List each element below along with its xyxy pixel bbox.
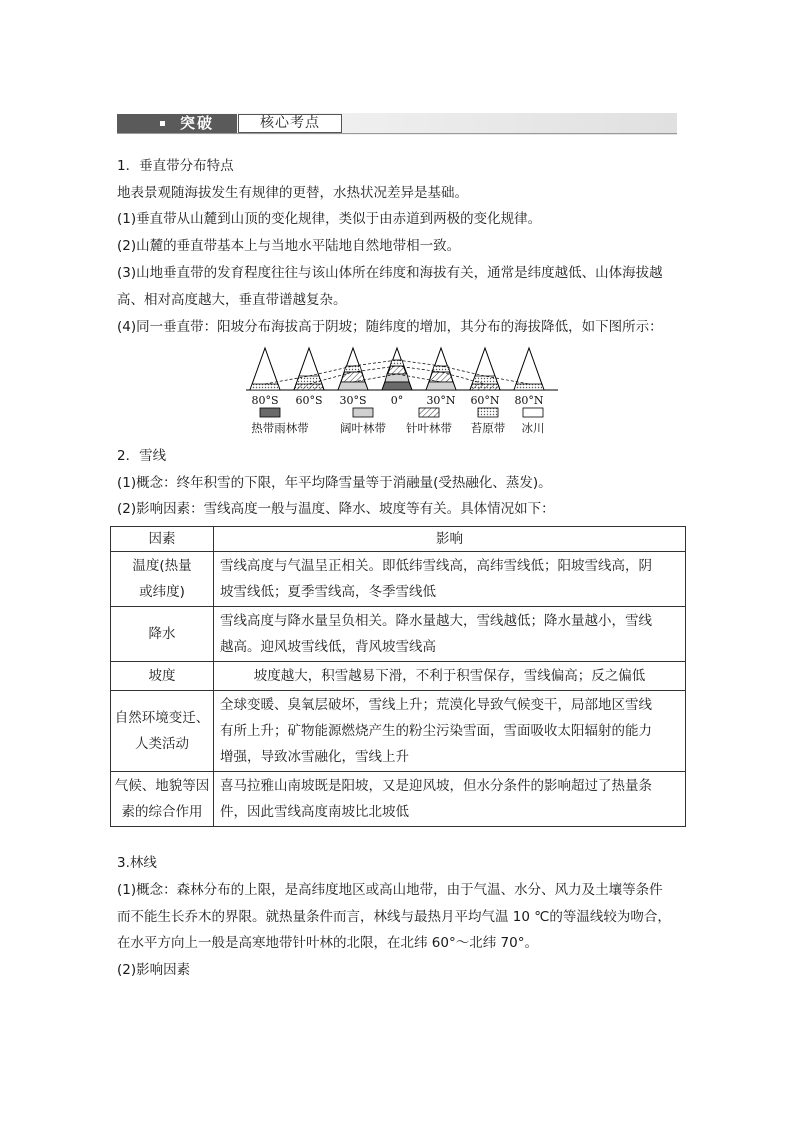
cell-line: 自然环境变迁、 [114,710,210,726]
paragraph: 而不能生长乔木的界限。就热量条件而言，林线与最热月平均气温 10 ℃的等温线较为吻合， [117,909,671,925]
table-header-row [111,527,686,552]
factor-cell [111,772,214,827]
table-row [111,607,686,662]
mountain-80n [514,348,544,390]
cell-line: 气候、地貌等因 [114,778,210,794]
cell-line: 坡雪线低；夏季雪线高，冬季雪线低 [220,584,436,600]
latitude-label: 30°N [426,394,456,407]
cell-line: 或纬度) [139,584,185,600]
paragraph: (1)概念：终年积雪的下限，年平均降雪量等于消融量(受热融化、蒸发)。 [117,475,552,491]
cell-line: 坡度 [148,668,176,684]
paragraph: 地表景观随海拔发生有规律的更替，水热状况差异是基础。 [117,185,468,201]
section-heading-treeline: 3.林线 [117,855,157,871]
table-row [111,662,686,691]
paragraph: (3)山地垂直带的发育程度往往与该山体所在纬度和海拔有关，通常是纬度越低、山体海拔越 [117,265,663,281]
banner-title: 突破 [180,114,215,132]
latitude-label: 60°N [470,394,500,407]
cell-line: 降水 [148,626,176,642]
cell-line: 全球变暖、臭氧层破坏，雪线上升；荒漠化导致气候变干，局部地区雪线 [220,697,652,713]
legend-label: 冰川 [521,421,545,435]
paragraph: (4)同一垂直带：阳坡分布海拔高于阴坡；随纬度的增加，其分布的海拔降低，如下图所示： [117,319,663,335]
legend-label: 针叶林带 [406,421,452,435]
paragraph: (1)垂直带从山麓到山顶的变化规律，类似于由赤道到两极的变化规律。 [117,211,542,227]
table-row [111,772,686,827]
factor-cell [111,691,214,772]
paragraph: 在水平方向上一般是高寒地带针叶林的北限，在北纬 60°～北纬 70°。 [117,935,538,951]
square-bullet-icon [160,121,165,126]
legend-label: 苔原带 [470,421,506,435]
cell-line: 人类活动 [135,736,189,752]
paragraph: (2)影响因素 [117,962,191,978]
paragraph: (2)影响因素：雪线高度一般与温度、降水、坡度等有关。具体情况如下： [117,501,555,517]
table-header-cell: 因素 [111,527,214,552]
cell-line: 素的综合作用 [121,804,203,820]
banner-subtitle: 核心考点 [260,115,320,131]
table-row [111,552,686,607]
table-header-cell: 影响 [214,527,686,552]
legend-swatch-conifer [419,408,439,417]
cell-line: 件，因此雪线高度南坡比北坡低 [220,804,409,820]
factor-cell [111,552,214,607]
effect-cell [214,552,686,607]
legend-swatch-tundra [478,408,498,417]
mountain-equator [382,348,412,390]
latitude-label: 60°S [295,394,323,407]
latitude-label: 80°S [251,394,279,407]
effect-cell [214,607,686,662]
factor-cell [111,607,214,662]
paragraph: 高、相对高度越大，垂直带谱越复杂。 [117,292,347,308]
banner-underline [117,133,677,134]
cell-line: 喜马拉雅山南坡既是阳坡，又是迎风坡，但水分条件的影响超过了热量条 [220,778,652,794]
latitude-label: 80°N [514,394,544,407]
mountain-30n [426,348,456,390]
legend-swatch-tropical-rainforest [260,408,280,417]
legend-label: 热带雨林带 [251,421,309,435]
legend-swatch-glacier [523,408,543,417]
cell-line: 雪线高度与气温呈正相关。即低纬雪线高，高纬雪线低；阳坡雪线高，阴 [220,558,652,574]
legend-label: 阔叶林带 [340,421,386,435]
effect-cell [214,772,686,827]
effect-cell [214,691,686,772]
latitude-label: 30°S [339,394,367,407]
cell-line: 有所上升；矿物能源燃烧产生的粉尘污染雪面，雪面吸收太阳辐射的能力 [220,723,652,739]
section-heading-vertical-zones: 1．垂直带分布特点 [117,158,234,174]
banner-dark-block [117,114,237,133]
cell-line: 增强，导致冰雪融化，雪线上升 [220,749,409,765]
snowline-factors-table [110,526,686,827]
table-row [111,691,686,772]
latitude-label: 0° [390,394,404,407]
effect-cell [214,662,686,691]
section-heading-snowline: 2．雪线 [117,448,167,464]
factor-cell [111,662,214,691]
paragraph: (1)概念：森林分布的上限，是高纬度地区或高山地带，由于气温、水分、风力及土壤等条件 [117,882,663,898]
mountain-30s [338,348,368,390]
vertical-zone-diagram [246,344,558,436]
mountain-60n [470,348,500,390]
legend-swatch-broadleaf [353,408,373,417]
cell-line: 越高。迎风坡雪线低，背风坡雪线高 [220,639,436,655]
cell-line: 雪线高度与降水量呈负相关。降水量越大，雪线越低；降水量越小，雪线 [220,613,652,629]
paragraph: (2)山麓的垂直带基本上与当地水平陆地自然地带相一致。 [117,238,461,254]
cell-line: 温度(热量 [132,558,192,574]
cell-line: 坡度越大，积雪越易下滑，不利于积雪保存，雪线偏高；反之偏低 [253,668,646,684]
